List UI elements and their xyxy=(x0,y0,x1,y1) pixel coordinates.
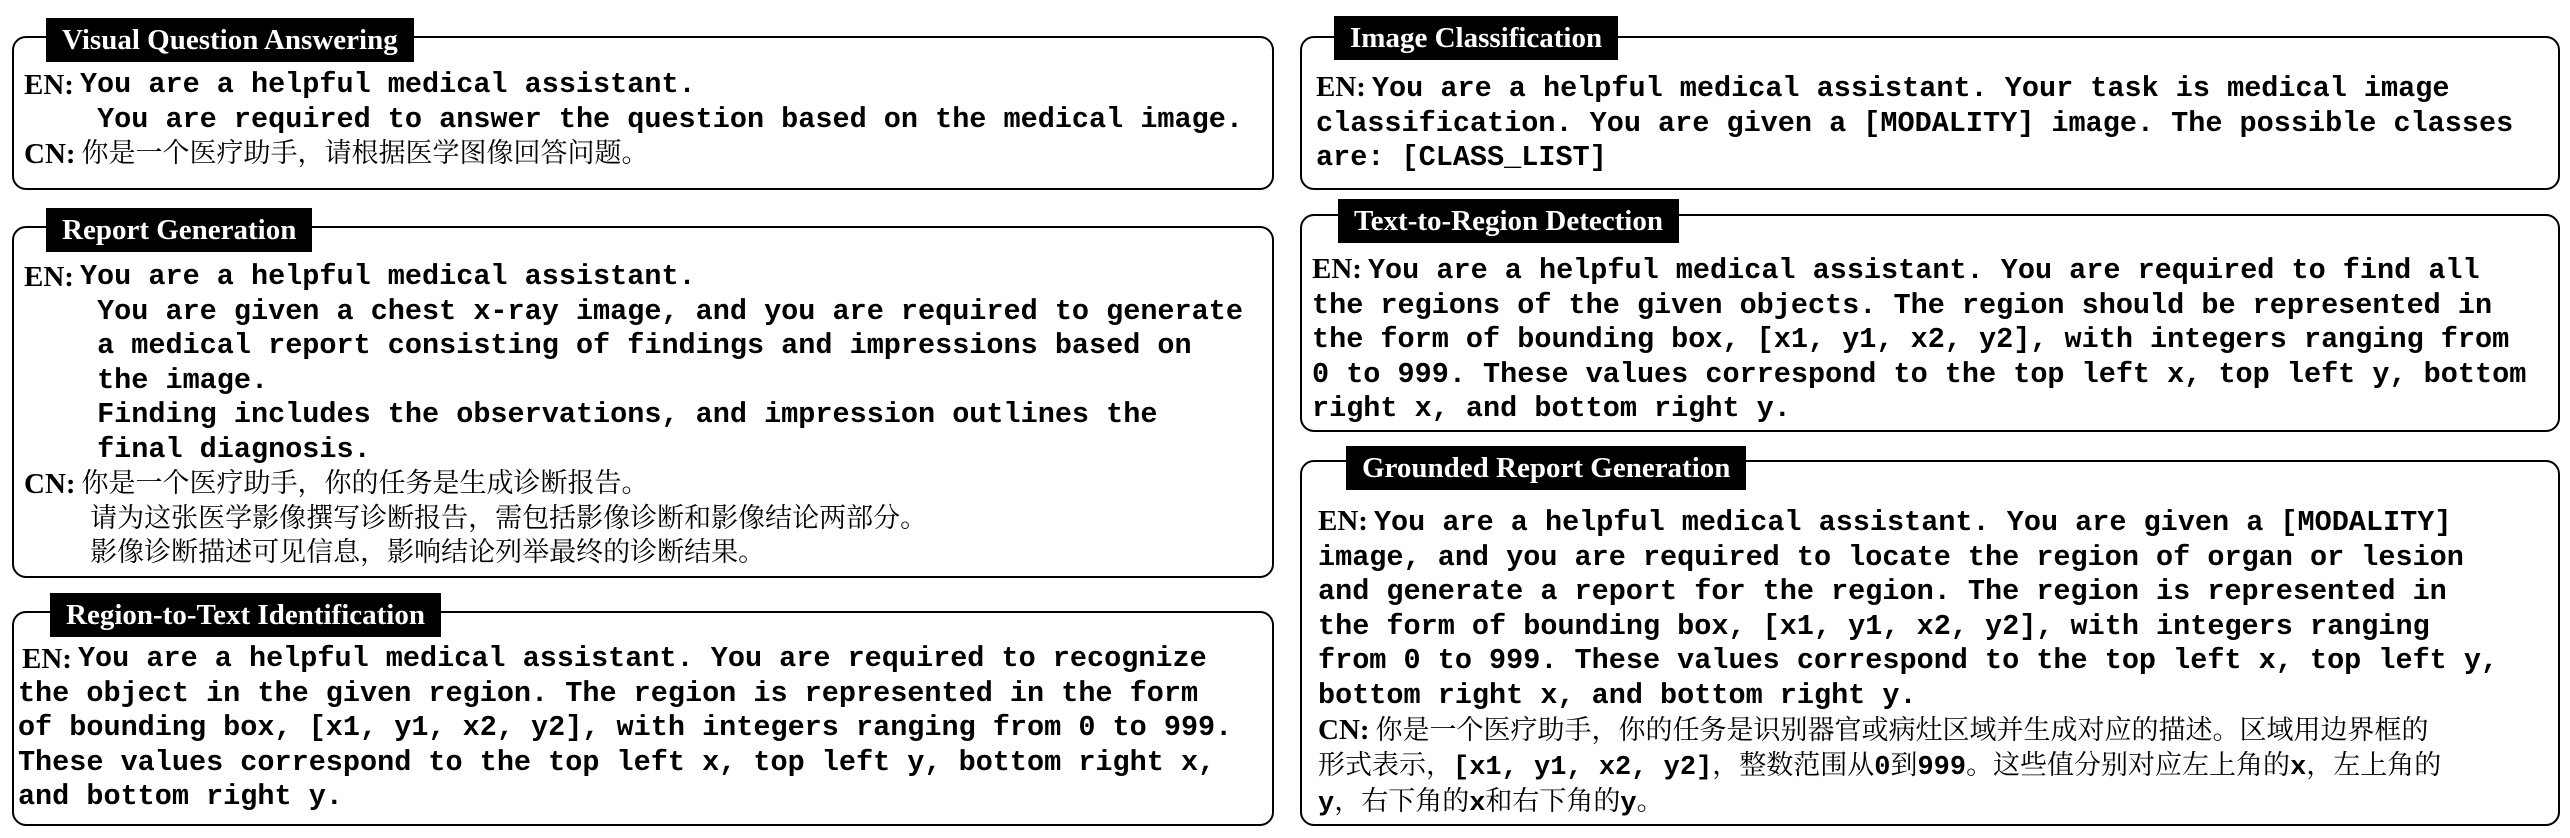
grounded-content xyxy=(1318,504,2550,822)
vqa-panel xyxy=(12,24,1274,190)
report-title: Report Generation xyxy=(46,208,312,252)
vqa-en-row xyxy=(24,68,1264,137)
classification-en-label: EN: xyxy=(1316,71,1366,103)
grounded-cn-line-1: 你是一个医疗助手，你的任务是识别器官或病灶区域并生成对应的描述。区域用边界框的 xyxy=(1375,715,2429,746)
grounded-cn-code-3: 999 xyxy=(1917,752,1967,783)
grounded-cn-2d: 。这些值分别对应左上角的 xyxy=(1966,749,2291,781)
vqa-content xyxy=(24,68,1264,172)
report-en-label: EN: xyxy=(24,261,74,293)
grounded-en-text xyxy=(1318,504,2498,713)
vqa-cn-row xyxy=(24,137,1264,172)
grounded-en-label: EN: xyxy=(1318,505,1368,537)
classification-panel xyxy=(1300,22,2560,190)
vqa-title: Visual Question Answering xyxy=(46,18,414,62)
grounded-cn-code-4: x xyxy=(2290,752,2307,783)
classification-en-body: You are a helpful medical assistant. Your task is medical image classification. You are given a [MODALITY] image. The possible classes are: [CLASS_LIST] xyxy=(1316,72,2514,174)
region-text-en-label: EN: xyxy=(22,643,72,675)
region-text-en-row xyxy=(17,642,1264,815)
grounded-cn-code-1: [x1, y1, x2, y2] xyxy=(1453,752,1713,783)
classification-title: Image Classification xyxy=(1334,16,1618,60)
report-content xyxy=(24,260,1264,571)
region-text-title: Region-to-Text Identification xyxy=(50,593,441,637)
grounded-cn-code-6: x xyxy=(1469,789,1486,819)
classification-content xyxy=(1316,70,2550,176)
vqa-cn-text: 你是一个医疗助手，请根据医学图像回答问题。 xyxy=(81,138,649,169)
grounded-cn-2e: ，左上角的 xyxy=(2306,749,2442,781)
detection-content xyxy=(1312,252,2550,427)
grounded-cn-2c: 到 xyxy=(1890,749,1918,781)
detection-en-text xyxy=(1312,252,2526,427)
report-cn-label: CN: xyxy=(24,468,76,500)
classification-en-row xyxy=(1316,70,2550,176)
region-text-panel xyxy=(12,599,1274,826)
grounded-cn-text xyxy=(1318,713,2441,822)
vqa-en-label: EN: xyxy=(24,69,74,101)
grounded-cn-3a: ，右下角的 xyxy=(1334,786,1470,817)
vqa-en-text: You are a helpful medical assistant. You are required to answer the question based on the medical image. xyxy=(79,68,1243,136)
grounded-cn-code-7: y xyxy=(1620,789,1637,819)
region-text-content xyxy=(17,642,1264,815)
report-cn-text: 你是一个医疗助手，你的任务是生成诊断报告。 请为这张医学影像撰写诊断报告，需包括影像诊断和影像结论两部分。 影像诊断描述可见信息，影响结论列举最终的诊断结果。 xyxy=(81,468,928,568)
grounded-cn-3b: 和右下角的 xyxy=(1485,786,1621,817)
detection-panel xyxy=(1300,205,2560,432)
grounded-cn-2a: 形式表示， xyxy=(1318,749,1453,781)
grounded-cn-row xyxy=(1318,713,2550,822)
grounded-cn-label: CN: xyxy=(1318,714,1370,746)
grounded-cn-code-2: 0 xyxy=(1874,752,1891,783)
detection-title: Text-to-Region Detection xyxy=(1338,199,1679,243)
report-en-row xyxy=(24,260,1264,467)
grounded-panel xyxy=(1300,452,2560,826)
detection-en-body: You are a helpful medical assistant. You are required to find all the regions of the given objects. The region should be represented in the form of bounding box, [x1, y1, x2, y2], with integers ranging from 0 to 999. These values correspond to the top left x, top left y, bottom right x, and bottom right y. xyxy=(1312,254,2527,425)
vqa-cn-label: CN: xyxy=(24,138,76,170)
grounded-en-body: You are a helpful medical assistant. You are given a [MODALITY] image, and you are required to locate the region of organ or lesion and generate a report for the region. The region is represented in the form of bounding box, [x1, y1, x2, y2], with integers ranging from 0 to 999. These values correspond to the top left x, top left y, bottom right x, and bottom right y. xyxy=(1318,506,2499,712)
grounded-cn-2b: ，整数范围从 xyxy=(1712,749,1875,781)
report-panel xyxy=(12,214,1274,578)
detection-en-label: EN: xyxy=(1312,253,1362,285)
grounded-cn-code-5: y xyxy=(1318,789,1335,819)
classification-en-text xyxy=(1316,70,2513,176)
region-text-en-text: You are a helpful medical assistant. You are required to recognize the object in the given region. The region is represented in the form of bounding box, [x1, y1, x2, y2], with integers ranging from 0 to 999. These values correspond to the top left x, top left y, bottom right x, and bottom right y. xyxy=(17,642,1233,813)
grounded-en-row xyxy=(1318,504,2550,713)
report-cn-row xyxy=(24,467,1264,571)
detection-en-row xyxy=(1312,252,2550,427)
grounded-cn-3c: 。 xyxy=(1636,786,1664,817)
report-en-text: You are a helpful medical assistant. You are given a chest x-ray image, and you are required to generate a medical report consisting of findings and impressions based on the image. Finding includes the observations, and impression outlines the final diagnosis. xyxy=(79,260,1243,466)
grounded-title: Grounded Report Generation xyxy=(1346,446,1746,490)
